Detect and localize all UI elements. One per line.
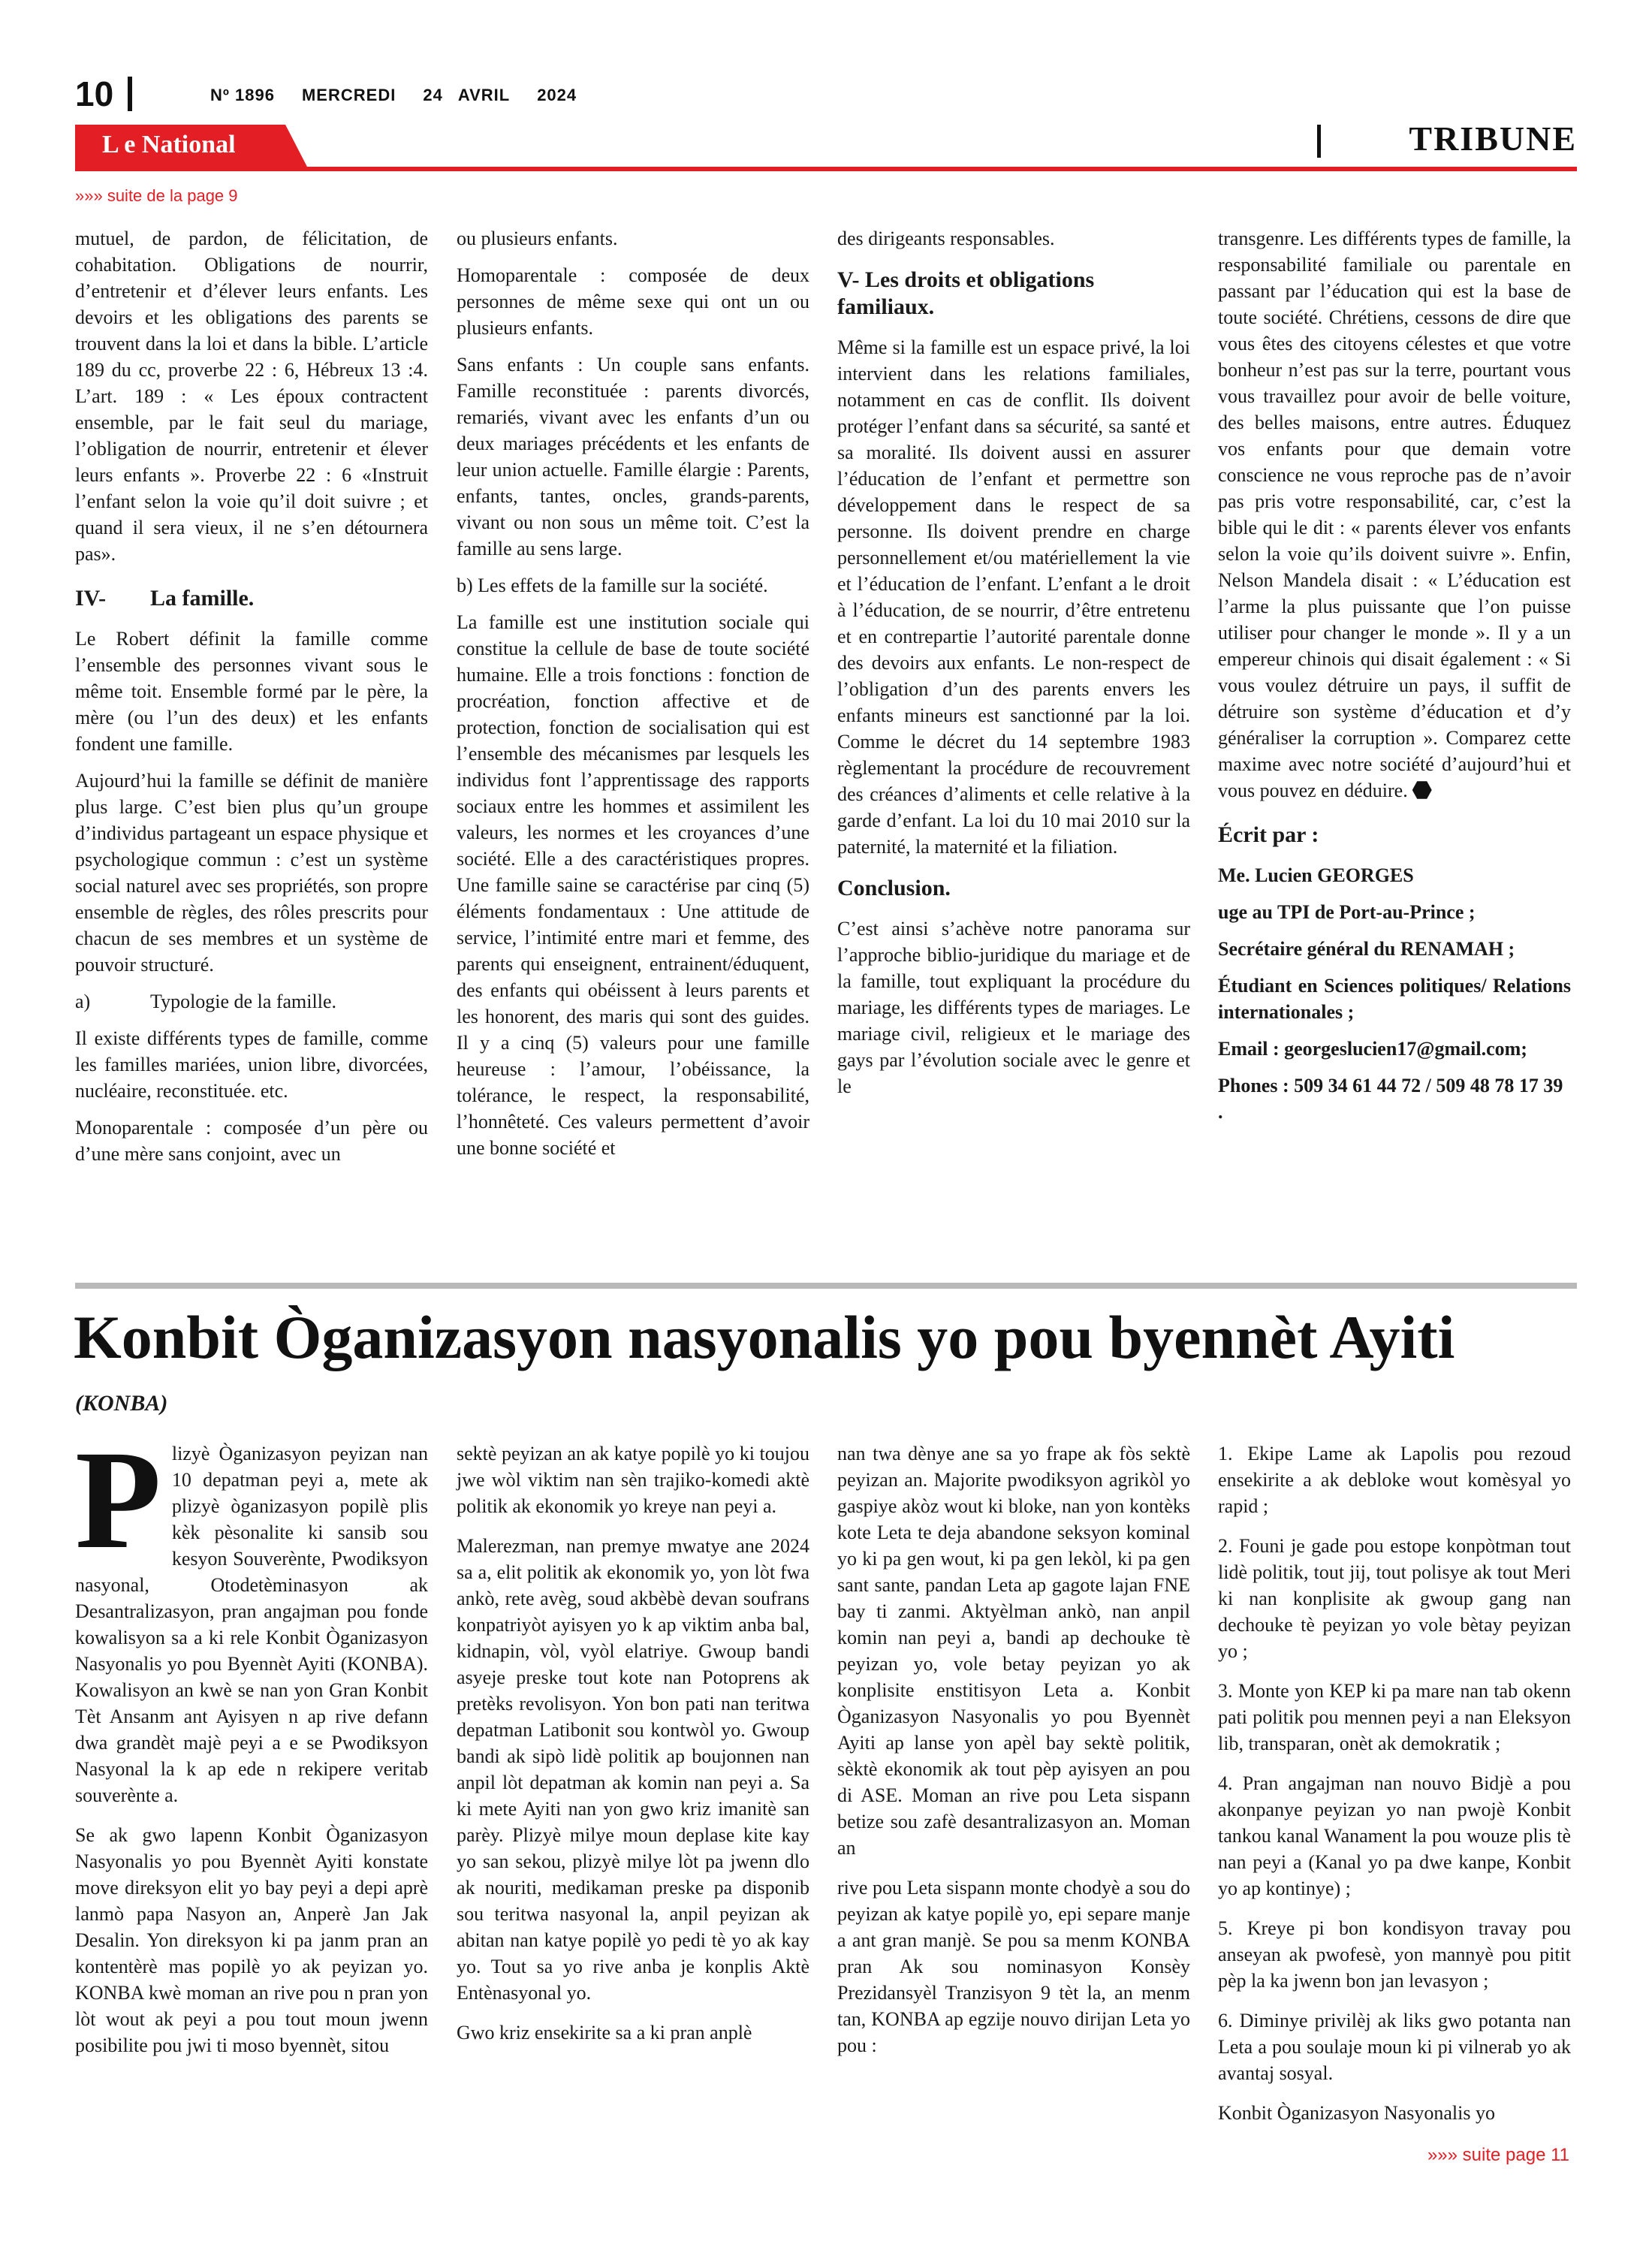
article2-column-1 bbox=[75, 1421, 428, 2072]
heading-text: La famille. bbox=[150, 586, 255, 611]
article2-column-3 bbox=[837, 1440, 1190, 2072]
article1-column-4 bbox=[1218, 225, 1571, 1136]
list-item: 5. Kreye pi bon kondisyon travay pou anseyan ak pwofesè, yon mannyè pou pitit pèp la ka jwenn bon jan levasyon ; bbox=[1218, 1917, 1571, 1992]
author-role: Secrétaire général du RENAMAH ; bbox=[1218, 938, 1515, 960]
page-number-divider bbox=[128, 77, 132, 111]
paragraph: des dirigeants responsables. bbox=[837, 228, 1055, 249]
paragraph: Le Robert définit la famille comme l’ensemble des personnes vivant sous le même toit. Ensemble formé par le père, la mère (ou l’un des deux) et les enfants fondent une famille. bbox=[75, 628, 428, 755]
paragraph: rive pou Leta sispann monte chodyè a sou do peyizan ak katye popilè yo, epi separe manje a ant gran manjè. Se pou sa menm KONBA pran Ak sou nominasyon Konsèy Prezidansyèl Tranzisyon 9 tèt la, an menm tan, KONBA ap egzije nouvo dirijan Leta yo pou : bbox=[837, 1877, 1190, 2056]
paragraph: Monoparentale : composée d’un père ou d’une mère sans conjoint, avec un bbox=[75, 1117, 428, 1165]
paragraph-text: transgenre. Les différents types de famille, la responsabilité familiale ou parentale en passant par l’éducation qui est la base de toute société. Chrétiens, cessons de dire que vous êtes des citoyens célestes et que votre bonheur n’est pas sur la terre, pourtant vous vous travaillez pour avoir de belle voiture, des belles maisons, entre autres. Éduquez vos enfants pour que demain votre conscience ne vous reproche pas de n’avoir pas pris votre responsabilité, car, c’est la bible qui le dit : « parents élever vos enfants selon la voie qu’ils doivent suivre ». Enfin, Nelson Mandela disait : « L’éducation est l’arme la plus puissante que l’on puisse utiliser pour changer le monde ». Il y a un empereur chinois qui disait également : « Si vous voulez détruire un pays, il suffit de détruire son système d’éducation et d’y généraliser la corruption ». Comparez cette maxime avec notre société d’aujourd’hui et vous pouvez en déduire. bbox=[1218, 228, 1571, 801]
author-phones: Phones : 509 34 61 44 72 / 509 48 78 17 39 . bbox=[1218, 1075, 1563, 1123]
subheading-text: Typologie de la famille. bbox=[150, 991, 336, 1012]
paragraph: Aujourd’hui la famille se définit de manière plus large. C’est bien plus qu’un groupe d’individus partageant un espace physique et psychologique commun : c’est un système social naturel avec ses propriétés, son propre ensemble de règles, des rôles prescrits pour chacun de ses membres et un système de pouvoir structuré. bbox=[75, 770, 428, 976]
article-divider bbox=[75, 1283, 1577, 1289]
end-of-article-icon bbox=[1412, 780, 1432, 800]
signature-block bbox=[1218, 862, 1571, 1125]
paper-logo: L e National bbox=[102, 131, 236, 158]
issue-weekday: MERCREDI bbox=[301, 86, 396, 104]
issue-day: 24 bbox=[423, 86, 443, 104]
list-item: 2. Founi je gade pou estope konpòtman tout lidè politik, tout jij, tout polisye ak tout Meri ki nan konplisite ak gwoup gang nan dechouke tè peyizan yo vole bètay peyizan yo ; bbox=[1218, 1535, 1571, 1662]
section-heading bbox=[75, 585, 428, 612]
article2-column-4 bbox=[1218, 1440, 1571, 2126]
continued-from: »»» suite de la page 9 bbox=[75, 186, 238, 205]
paragraph: Sans enfants : Un couple sans enfants. Famille reconstituée : parents divorcés, remariés, vivant avec les enfants d’un ou deux mariages précédents et les enfants de leur union actuelle. Famille élargie : Parents, enfants, tantes, oncles, grands-parents, vivant ou non sous un même toit. C’est la famille au sens large. bbox=[457, 354, 809, 559]
paragraph: La famille est une institution sociale qui constitue la cellule de base de toute société humaine. Elle a trois fonctions : fonction de procréation, fonction affective et de protection, fonction de socialisation qui est l’ensemble des mécanismes par lesquels les individus font l’apprentissage des rapports sociaux entre les hommes et assimilent les valeurs, les normes et les croyances d’une société. Elle a des caractéristiques propres. Une famille saine se caractérise par cinq (5) éléments fondamentaux : Une attitude de service, l’intimité entre mari et femme, des parents qui enseignent, entrainent/éduquent, des enfants qui obéissent à leurs parents et les honorent, des maris qui sont des guides. Il y a cinq (5) valeurs pour une famille heureuse : l’amour, l’obéissance, la tolérance, le respect, la responsabilité, l’honnêteté. Ces valeurs permettent d’avoir une bonne société et bbox=[457, 611, 809, 1159]
header-rule bbox=[75, 167, 1577, 171]
paragraph: Se ak gwo lapenn Konbit Òganizasyon Nasyonalis yo pou Byennèt Ayiti konstate move direksyon elit yo bay peyi a depi aprè lanmò papa Nasyon an, Anperè Jan Jak Desalin. Yon direksyon ki pa janm pran an kontentèrè mas popilè yo ak peyizan yo. KONBA kwè moman an rive pou n pran yon lòt wout ak peyi a pou tout moun jwenn posibilite pou jwi ti moso byennèt, sitou bbox=[75, 1824, 428, 2056]
page-number: 10 bbox=[75, 74, 114, 113]
author-role: Étudiant en Sciences politiques/ Relations internationales ; bbox=[1218, 975, 1571, 1023]
paragraph: Même si la famille est un espace privé, la loi intervient dans les relations familiales, notamment en cas de conflit. Ils doivent protéger l’enfant dans sa sécurité, sa santé et sa moralité. Ils doivent aussi en assurer l’éducation de l’enfant et permettre son développement dans le respect de sa personne. Ils doivent prendre en charge personnellement et/ou matériellement la vie et l’éducation de l’enfant. L’enfant a le droit à l’éducation, de se nourrir, d’être entretenu et en contrepartie l’autorité parentale donne des devoirs aux enfants. Le non-respect de l’obligation d’un des parents envers les enfants mineurs est sanctionné par la loi. Comme le décret du 14 septembre 1983 règlementant la procédure de recouvrement des créances d’aliments et celle relative à la garde d’enfant. La loi du 10 mai 2010 sur la paternité, la maternité et la filiation. bbox=[837, 336, 1190, 858]
paragraph: Malerezman, nan premye mwatye ane 2024 sa a, elit politik ak ekonomik yo, yon lòt fwa ankò, rete avèg, soud akbèbè devan soufrans konpatriyòt ayisyen yo k ap viktim anba bal, kidnapin, vòl, vyòl elatriye. Gwoup bandi asyeje preske tout kote nan Potoprens ak pretèks revolisyon. Yon bon pati nan teritwa depatman Latibonit sou kontwòl yo. Gwoup bandi ak sipò lidè politik ap boujonnen nan anpil lòt depatman ak komin nan peyi a. Sa ki mete Ayiti nan yon gwo kriz imanitè san parèy. Plizyè milye moun deplase kite kay yo san sekou, plizyè milye lòt pa jwenn dlo ak nouriti, medikaman preske pa disponib sou teritwa nasyonal la, anpil peyizan ak abitan nan katye popilè yo pedi tè yo ak kay yo. Tout sa yo rive anba je konplis Aktè Entènasyonal yo. bbox=[457, 1535, 809, 2004]
paragraph: sektè peyizan an ak katye popilè yo ki toujou jwe wòl viktim nan sèn trajiko-komedi aktè politik ak ekonomik yo kreye nan peyi a. bbox=[457, 1443, 809, 1517]
author-name: Me. Lucien GEORGES bbox=[1218, 864, 1414, 886]
subheading-label: a) bbox=[75, 991, 91, 1012]
issue-info bbox=[210, 86, 604, 105]
paragraph: b) Les effets de la famille sur la société. bbox=[457, 575, 768, 596]
section-name: TRIBUNE bbox=[1409, 119, 1577, 158]
author-email: Email : georgeslucien17@gmail.com; bbox=[1218, 1038, 1527, 1060]
paragraph: Konbit Òganizasyon Nasyonalis yo bbox=[1218, 2102, 1496, 2124]
section-heading: V- Les droits et obligations familiaux. bbox=[837, 267, 1095, 319]
paragraph: Il existe différents types de famille, comme les familles mariées, union libre, divorcées, nucléaire, reconstituée. etc. bbox=[75, 1027, 428, 1102]
paragraph bbox=[75, 1421, 428, 1808]
list-item: 1. Ekipe Lame ak Lapolis pou rezoud ensekirite a ak debloke wout komèsyal yo rapid ; bbox=[1218, 1443, 1571, 1517]
heading-number: IV- bbox=[75, 586, 107, 611]
author-role: uge au TPI de Port-au-Prince ; bbox=[1218, 901, 1476, 923]
issue-month: AVRIL bbox=[457, 86, 511, 104]
paragraph-text: lizyè Òganizasyon peyizan nan 10 depatman peyi a, mete ak plizyè òganizasyon popilè plis kèk pèsonalite ki sansib sou kesyon Souverènte, Pwodiksyon nasyonal, Otodetèminasyon ak Desantralizasyon, pran angajman pou fonde kowalisyon sa a ki rele Konbit Òganizasyon Nasyonalis yo pou Byennèt Ayiti (KONBA). Kowalisyon an kwè se nan yon Gran Konbit Tèt Ansanm ant Ayisyen n ap rive defann dwa grandèt majè peyi a e se Pwodiksyon Nasyonal la k ap ede n rekipere veritab souverènte a. bbox=[75, 1443, 428, 1806]
paragraph: Homoparentale : composée de deux personnes de même sexe qui ont un ou plusieurs enfants. bbox=[457, 264, 809, 339]
drop-cap: P bbox=[75, 1421, 161, 1578]
article1-column-2 bbox=[457, 225, 809, 1172]
subheading bbox=[75, 988, 428, 1015]
list-item: 4. Pran angajman nan nouvo Bidjè a pou akonpanye peyizan yo nan pwojè Konbit tankou kanal Wanament la pou wouze plis tè nan peyi a (Kanal yo pa dwe kanpe, Konbit yo ap kontinye) ; bbox=[1218, 1772, 1571, 1899]
paragraph bbox=[1218, 225, 1571, 804]
article1-column-1 bbox=[75, 225, 428, 1178]
article2-byline: (KONBA) bbox=[75, 1391, 168, 1416]
paragraph: mutuel, de pardon, de félicitation, de cohabitation. Obligations de nourrir, d’entretenir et d’élever leurs enfants. Les devoirs et les obligations des parents se trouvent dans la loi et dans la bible. L’article 189 du cc, proverbe 22 : 6, Hébreux 13 :4. L’art. 189 : « Les époux contractent ensemble, par le fait seul du mariage, l’obligation de nourrir, entretenir et élever leurs enfants ». Proverbe 22 : 6 «Instruit l’enfant selon la voie qu’il doit suivre ; et quand il sera vieux, il ne s’en détournera pas». bbox=[75, 228, 428, 565]
continued-to: »»» suite page 11 bbox=[1427, 2145, 1569, 2165]
article1-column-3 bbox=[837, 225, 1190, 1110]
written-by-heading: Écrit par : bbox=[1218, 822, 1319, 847]
article2-column-2 bbox=[457, 1440, 809, 2059]
section-heading: Conclusion. bbox=[837, 876, 951, 900]
page-header bbox=[75, 75, 1577, 180]
paragraph: C’est ainsi s’achève notre panorama sur l’approche biblio-juridique du mariage et de la famille, tout expliquant la procédure du mariage, les différents types de mariages. Le mariage civil, religieux et le mariage des gays par l’évolution sociale avec le genre et le bbox=[837, 918, 1190, 1097]
article2-headline: Konbit Òganizasyon nasyonalis yo pou byennèt Ayiti bbox=[74, 1303, 1455, 1371]
list-item: 6. Diminye privilèj ak liks gwo potanta nan Leta a pou soulaje moun ki pi vilnerab yo ak avantaj sosyal. bbox=[1218, 2010, 1571, 2084]
paragraph: nan twa dènye ane sa yo frape ak fòs sektè peyizan an. Majorite pwodiksyon agrikòl yo gaspiye akòz wout ki bloke, nan yon kontèks kote Leta te deja abandone seksyon kominal yo ki pa gen wout, ki pa gen lekòl, ki pa gen sant sante, pandan Leta ap gagote lajan FNE bay ti zanmi. Aktyèlman ankò, nan anpil komin nan peyi a, bandi ap dechouke tè peyizan yo, vole betay peyizan yo ak konplisite enstitisyon Leta a. Konbit Òganizasyon Nasyonalis yo pou Byennèt Ayiti ap lanse yon apèl bay sektè politik, sèktè ekonomik ak tout pèp ayisyen an pou di ASE. Moman an rive pou Leta sispann betize sou zafè desantralizasyon an. Moman an bbox=[837, 1443, 1190, 1859]
paragraph: ou plusieurs enfants. bbox=[457, 228, 618, 249]
section-divider bbox=[1317, 125, 1321, 158]
paragraph: Gwo kriz ensekirite sa a ki pran anplè bbox=[457, 2022, 752, 2043]
issue-year: 2024 bbox=[537, 86, 577, 104]
issue-number: Nº 1896 bbox=[210, 86, 275, 104]
list-item: 3. Monte yon KEP ki pa mare nan tab okenn pati politik pou mennen peyi a nan Eleksyon lib, transparan, onèt ak demokratik ; bbox=[1218, 1680, 1571, 1754]
